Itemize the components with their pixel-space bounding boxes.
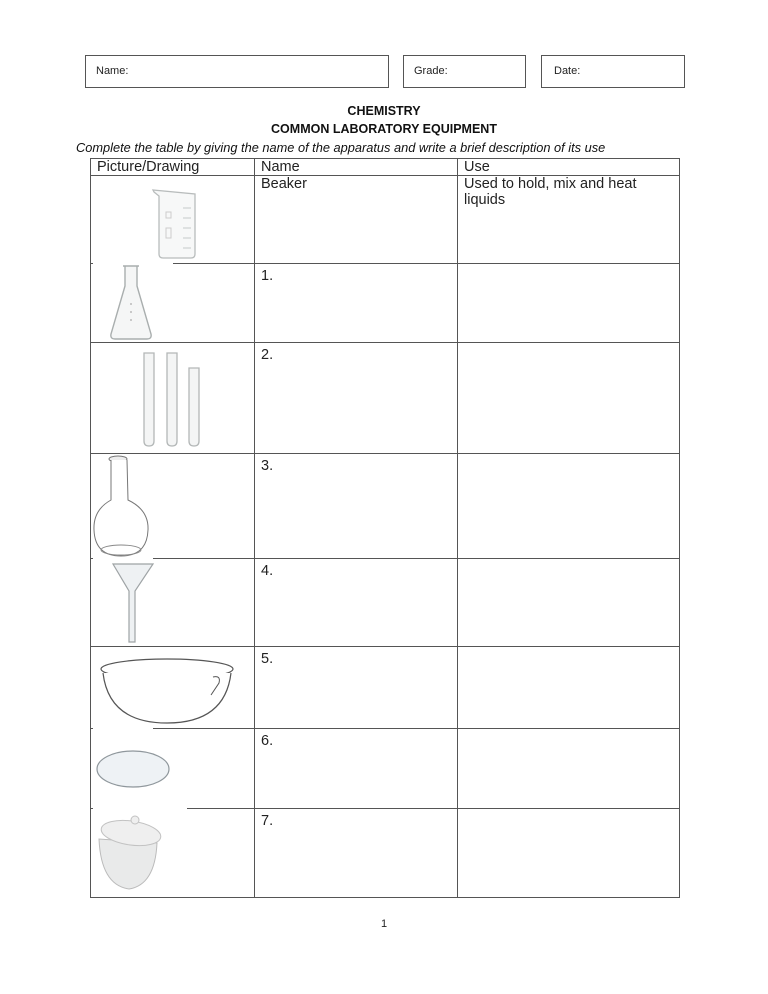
erlenmeyer-flask-drawing — [91, 264, 255, 343]
table-row — [91, 454, 680, 559]
use-cell[interactable]: Used to hold, mix and heat liquids — [458, 176, 680, 264]
evaporating-dish-drawing — [91, 647, 255, 729]
header-picture: Picture/Drawing — [91, 159, 255, 176]
name-cell[interactable]: Beaker — [255, 176, 458, 264]
use-cell[interactable] — [458, 647, 680, 729]
table-row — [91, 343, 680, 454]
grade-label: Grade: — [414, 65, 448, 77]
use-cell[interactable] — [458, 264, 680, 343]
test-tubes-drawing — [91, 343, 255, 454]
table-header-row — [91, 159, 680, 176]
name-label: Name: — [96, 65, 129, 77]
table-row — [91, 809, 680, 898]
name-cell[interactable]: 3. — [255, 454, 458, 559]
date-label: Date: — [554, 65, 581, 77]
use-cell[interactable] — [458, 809, 680, 898]
topic-title: COMMON LABORATORY EQUIPMENT — [271, 122, 497, 136]
use-cell[interactable] — [458, 343, 680, 454]
header-use: Use — [458, 159, 680, 176]
name-cell[interactable]: 5. — [255, 647, 458, 729]
table-row — [91, 647, 680, 729]
grade-field[interactable] — [403, 55, 526, 88]
date-field[interactable] — [541, 55, 685, 88]
name-cell[interactable]: 2. — [255, 343, 458, 454]
table-row — [91, 264, 680, 343]
beaker-drawing — [91, 176, 255, 264]
name-cell[interactable]: 7. — [255, 809, 458, 898]
use-cell[interactable] — [458, 454, 680, 559]
page-number: 1 — [380, 918, 388, 930]
table-row — [91, 176, 680, 264]
table-row — [91, 559, 680, 647]
use-cell[interactable] — [458, 559, 680, 647]
subject-title: CHEMISTRY — [347, 104, 421, 118]
name-cell[interactable]: 4. — [255, 559, 458, 647]
use-cell[interactable] — [458, 729, 680, 809]
crucible-with-lid-drawing — [91, 809, 255, 898]
header-name: Name — [255, 159, 458, 176]
watch-glass-drawing — [91, 729, 255, 809]
equipment-table — [90, 158, 680, 898]
name-cell[interactable]: 6. — [255, 729, 458, 809]
name-cell[interactable]: 1. — [255, 264, 458, 343]
table-row — [91, 729, 680, 809]
round-bottom-flask-drawing — [91, 454, 255, 559]
funnel-drawing — [91, 559, 255, 647]
name-field[interactable] — [85, 55, 389, 88]
instructions: Complete the table by giving the name of the apparatus and write a brief description of its use — [76, 140, 606, 155]
